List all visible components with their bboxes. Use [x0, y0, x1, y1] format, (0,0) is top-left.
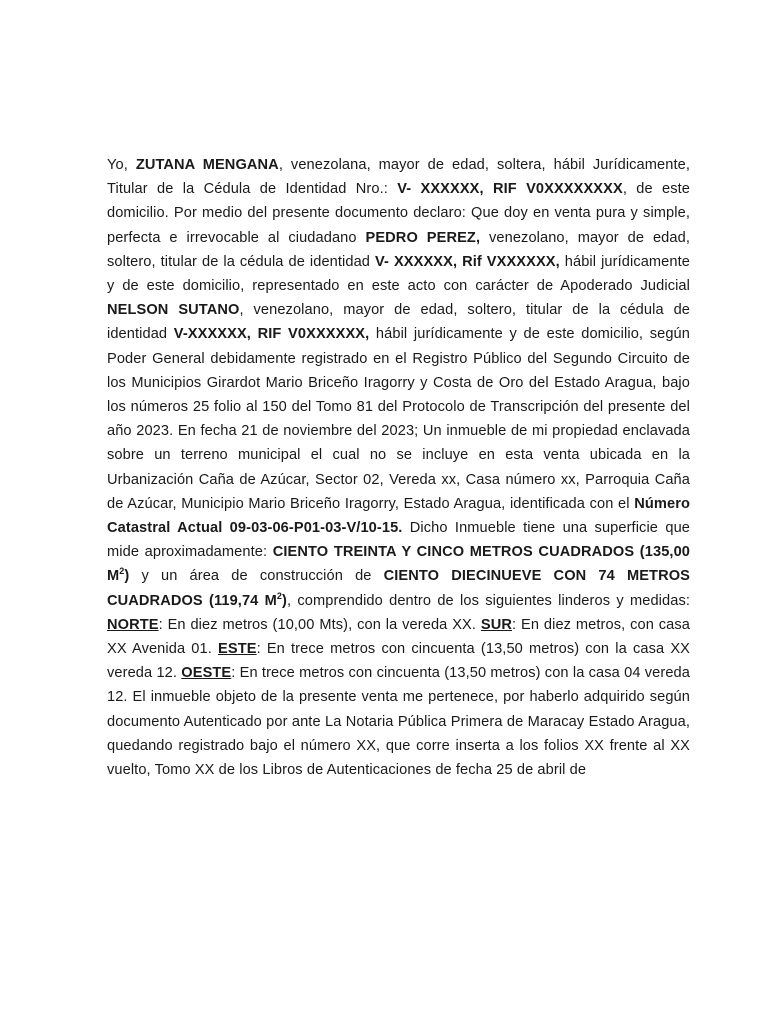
text-segment: V-XXXXXX, RIF V0XXXXXX,	[173, 326, 370, 343]
text-segment: ZUTANA MENGANA	[135, 157, 279, 173]
text-segment: 2	[276, 590, 283, 601]
text-segment: y un área de construcción de	[129, 568, 384, 585]
text-segment: , venezolana, mayor de edad, soltera, hábil Jurídicamente, Titular de la Cédula de Identidad Nro.:	[107, 157, 690, 198]
text-segment: V- XXXXXX, RIF V0XXXXXXXX	[397, 181, 623, 198]
text-segment: hábil jurídicamente y de este domicilio, representado en este acto con carácter de Apoderado Judicial	[107, 253, 690, 295]
text-segment: SUR	[480, 616, 513, 633]
text-segment: V- XXXXXX, Rif VXXXXXX,	[375, 253, 560, 270]
text-segment: )	[282, 592, 287, 609]
document-body-paragraph	[107, 153, 690, 782]
text-segment: , venezolano, mayor de edad, soltero, titular de la cédula de identidad	[107, 302, 691, 343]
text-segment: Dicho Inmueble tiene una superficie que mide aproximadamente:	[107, 520, 690, 561]
text-segment: CIENTO DIECINUEVE CON 74 METROS CUADRADOS (119,74 M	[107, 568, 690, 609]
text-segment: 2	[119, 566, 125, 577]
text-segment: , comprendido dentro de los siguientes linderos y medidas:	[286, 592, 690, 609]
text-segment: : En diez metros (10,00 Mts), con la vereda XX.	[158, 616, 481, 633]
text-segment: PEDRO PEREZ,	[365, 229, 481, 246]
text-segment: )	[124, 568, 130, 585]
text-segment: NELSON SUTANO	[107, 302, 240, 319]
text-segment: , de este domicilio. Por medio del presente documento declaro: Que doy en venta pura y simple, perfecta e irrevocable al ciudadano	[107, 181, 690, 246]
text-segment: CIENTO TREINTA Y CINCO METROS CUADRADOS (135,00 M	[107, 544, 690, 585]
text-segment: Número Catastral Actual 09-03-06-P01-03-V/10-15.	[107, 495, 690, 537]
text-segment: : En diez metros, con casa XX Avenida 01.	[107, 616, 690, 658]
text-segment: OESTE	[181, 665, 232, 682]
text-segment: : En trece metros con cincuenta (13,50 metros) con la casa XX vereda 12.	[107, 641, 690, 682]
text-segment: hábil jurídicamente y de este domicilio, según Poder General debidamente registrado en el Registro Público del Segundo Circuito de los Municipios Girardot Mario Briceño Iragorry y Costa de Oro del Estado Aragua, bajo los números 25 folio al 150 del Tomo 81 del Protocolo de Transcripción del presente del año 2023. En fecha 21 de noviembre del 2023; Un inmueble de mi propiedad enclavada sobre un terreno municipal el cual no se incluye en esta venta ubicada en la Urbanización Caña de Azúcar, Sector 02, Vereda xx, Casa número xx, Parroquia Caña de Azúcar, Municipio Mario Briceño Iragorry, Estado Aragua, identificada con el	[107, 326, 690, 512]
text-segment: venezolano, mayor de edad, soltero, titular de la cédula de identidad	[107, 229, 690, 270]
text-segment: ESTE	[218, 641, 257, 658]
text-segment: Yo,	[107, 157, 136, 173]
text-segment: NORTE	[107, 616, 159, 633]
text-segment: : En trece metros con cincuenta (13,50 metros) con la casa 04 vereda 12. El inmueble objeto de la presente venta me pertenece, por haberlo adquirido según documento Autenticado por ante La Notaria Pública Primera de Maracay Estado Aragua, quedando registrado bajo el número XX, que corre inserta a los folios XX frente al XX vuelto, Tomo XX de los Libros de Autenticaciones de fecha 25 de abril de	[107, 665, 690, 779]
